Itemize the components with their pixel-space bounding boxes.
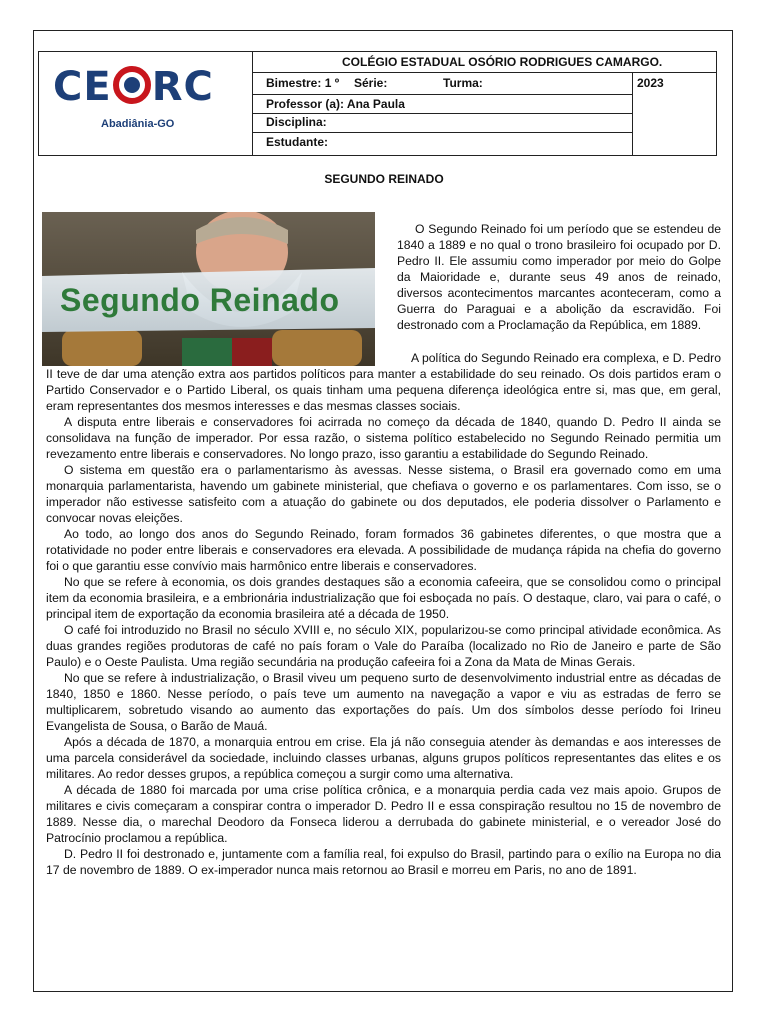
disciplina-field: Disciplina:: [266, 115, 327, 129]
segundo-reinado-image: [42, 212, 375, 366]
paragraph: D. Pedro II foi destronado e, juntamente com a família real, foi expulso do Brasil, partindo para o exílio na Europa no dia 17 de novembro de 1889. O ex-imperador nunca mais retornou ao Brasil e morreu em Paris, no ano de 1891.: [46, 847, 721, 877]
school-name: COLÉGIO ESTADUAL OSÓRIO RODRIGUES CAMARGO.: [342, 55, 663, 69]
image-caption: Segundo Reinado: [60, 282, 340, 318]
school-header: [38, 51, 717, 156]
logo-subtitle: Abadiânia-GO: [101, 118, 175, 130]
paragraph: Ao todo, ao longo dos anos do Segundo Reinado, foram formados 36 gabinetes diferentes, o que mostra que a rotatividade no poder entre liberais e conservadores era elevada. A possibilidade de mudança rápida na chefia do governo foi o que garantiu esse convívio mais harmônico entre liberais e conservadores.: [46, 527, 721, 573]
page-title: SEGUNDO REINADO: [324, 172, 444, 186]
year-label: 2023: [637, 76, 664, 90]
professor-field: Professor (a): Ana Paula: [266, 97, 405, 111]
paragraph: No que se refere à industrialização, o Brasil viveu um pequeno surto de desenvolvimento industrial entre as décadas de 1840, 1850 e 1860. Nesse período, o país teve um aumento na navegação a vapor e viu as estradas de ferro se multiplicarem, sobretudo visando ao aumento das exportações do país. Um dos símbolos desse período foi Irineu Evangelista de Sousa, o Barão de Mauá.: [46, 671, 721, 733]
article-body: [46, 350, 721, 878]
bimestre-label: Bimestre: 1 º: [266, 76, 340, 90]
paragraph: A disputa entre liberais e conservadores foi acirrada no começo da década de 1840, quando D. Pedro II ainda se consolidava na função de imperador. Por essa razão, o sistema político estabelecido no Segundo Reinado permitia um revezamento entre liberais e conservadores. No longo prazo, isso garantiu a estabilidade do Segundo Reinado.: [46, 415, 721, 461]
paragraph: O Segundo Reinado foi um período que se estendeu de 1840 a 1889 e no qual o trono brasileiro foi ocupado por D. Pedro II. Ele assumiu como imperador por meio do Golpe da Maioridade e, durante seus 49 anos de reinado, diversos acontecimentos marcantes aconteceram, como a Guerra do Paraguai e a abolição da escravidão. Foi destronado com a Proclamação da República, em 1889.: [397, 222, 721, 332]
paragraph: O café foi introduzido no Brasil no século XVIII e, no século XIX, popularizou-se como principal atividade econômica. As duas grandes regiões produtoras de café no país foram o Vale do Paraíba (localizado no Rio de Janeiro e parte de São Paulo) e o Oeste Paulista. Uma região secundária na produção cafeeira foi a Zona da Mata de Minas Gerais.: [46, 623, 721, 669]
school-logo: [39, 52, 253, 155]
paragraph: O sistema em questão era o parlamentarismo às avessas. Nesse sistema, o Brasil era governado como em uma monarquia parlamentarista, havendo um gabinete ministerial, que chefiava o governo e os parlamentares. Com isso, se o imperador não estivesse satisfeito com a atuação do gabinete ou dos deputados, ele poderia dissolver o Parlamento e convocar novas eleições.: [46, 463, 721, 525]
paragraph-1-block: [397, 221, 721, 333]
paragraph: No que se refere à economia, os dois grandes destaques são a economia cafeeira, que se consolidou como o principal item da economia brasileira, e a embrionária industrialização que foi esboçada no país. O destaque, claro, vai para o café, o principal item de exportação da economia brasileira até a década de 1950.: [46, 575, 721, 621]
paragraph: A década de 1880 foi marcada por uma crise política crônica, e a monarquia perdia cada vez mais apoio. Grupos de militares e civis começaram a conspirar contra o imperador D. Pedro II e essa conspiração resultou no 15 de novembro de 1889. Nesse dia, o marechal Deodoro da Fonseca liderou a derrubada do gabinete ministerial, e o vereador José do Patrocínio proclamou a república.: [46, 783, 721, 845]
turma-label: Turma:: [443, 76, 483, 90]
logo-o-icon: [113, 66, 151, 104]
logo-wordmark: CE RC: [53, 64, 214, 110]
paragraph: Após a década de 1870, a monarquia entrou em crise. Ela já não conseguia atender às demandas e aos interesses de uma parcela considerável da sociedade, incluindo classes urbanas, alguns grupos políticos representantes das elites e os militares. Ao redor desses grupos, a república começou a surgir como uma alternativa.: [46, 735, 721, 781]
estudante-field: Estudante:: [266, 135, 329, 149]
serie-label: Série:: [354, 76, 388, 90]
paragraph: A política do Segundo Reinado era complexa, e D. Pedro II teve de dar uma atenção extra aos partidos políticos para manter a estabilidade do seu reinado. Os dois partidos eram o Partido Conservador e o Partido Liberal, os quais tinham uma pequena diferença ideológica entre si, mas que, em geral, eram representantes dos mesmos interesses e das mesmas classes sociais.: [46, 351, 721, 413]
